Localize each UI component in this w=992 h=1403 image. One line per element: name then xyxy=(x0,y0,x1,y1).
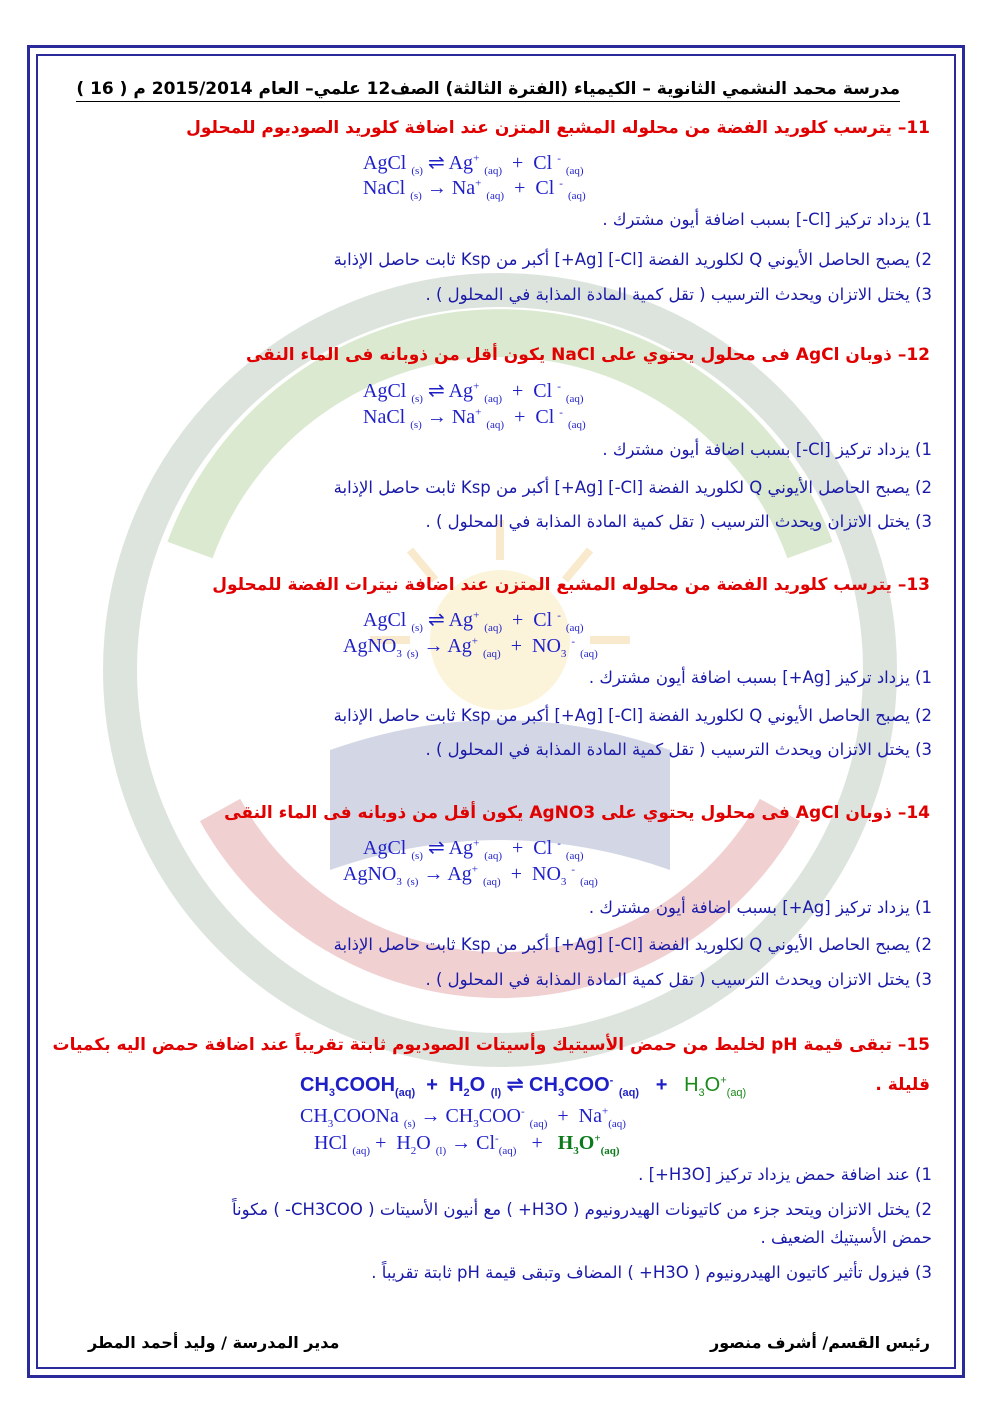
q15-point-3: 3) فيزول تأثير كاتيون الهيدرونيوم ( H3O+ ) المضاف وتبقى قيمة pH ثابتة تقريباً . xyxy=(371,1263,932,1282)
q12-equation-1: AgCl $_{(s)}$ ⇌ Ag+ $_{(aq)}$ + Cl - $_{(aq)}$ xyxy=(363,380,584,405)
q12-point-1: 1) يزداد تركيز [Cl-] بسبب اضافة أيون مشترك . xyxy=(602,440,932,459)
question-11-title: 11– يترسب كلوريد الفضة من محلوله المشبع المتزن عند اضافة كلوريد الصوديوم للمحلول xyxy=(186,118,930,138)
q11-point-2: 2) يصبح الحاصل الأيوني Q لكلوريد الفضة [Cl-] [Ag+] أكبر من Ksp ثابت حاصل الإذابة xyxy=(333,250,932,269)
q15-main-equation: $CH_3COOH_{(aq)} + H_2O$ $_{(l)}$ ⇌ $CH_3COO^-$ $_{(aq)} + H_3O^+_{(aq)}$ xyxy=(300,1074,747,1099)
q12-point-3: 3) يختل الاتزان ويحدث الترسيب ( تقل كمية المادة المذابة في المحلول ) . xyxy=(425,512,932,531)
q11-equation-1: AgCl $_{(s)}$ ⇌ Ag+ $_{(aq)}$ + Cl - $_{(aq)}$ xyxy=(363,152,584,177)
q15-equation-3: HCl $_{(aq)} + H_2O$ $_{(l)} \to Cl^-_{(aq)} + H_3O^+_{(aq)}$ xyxy=(314,1132,620,1157)
q15-point-1: 1) عند اضافة حمض يزداد تركيز [H3O+] . xyxy=(638,1165,932,1184)
q11-point-1: 1) يزداد تركيز [Cl-] بسبب اضافة أيون مشترك . xyxy=(602,210,932,229)
q15-point-2-line-1: 2) يختل الاتزان ويتحد جزء من كاتيونات الهيدرونيوم ( H3O+ ) مع أنيون الأسيتات ( CH3COO- ) مكوناً xyxy=(232,1200,932,1219)
question-12-title: 12– ذوبان AgCl فى محلول يحتوي على NaCl يكون أقل من ذوبانه فى الماء النقى xyxy=(245,345,930,365)
q13-equation-2: AgNO$_3$ $_{(s)}$ → Ag+ $_{(aq)} + NO_3$ - $_{(aq)}$ xyxy=(343,635,598,660)
question-14-title: 14– ذوبان AgCl فى محلول يحتوي على AgNO3 يكون أقل من ذوبانه فى الماء النقى xyxy=(224,803,930,823)
q14-point-2: 2) يصبح الحاصل الأيوني Q لكلوريد الفضة [Cl-] [Ag+] أكبر من Ksp ثابت حاصل الإذابة xyxy=(333,935,932,954)
question-13-title: 13– يترسب كلوريد الفضة من محلوله المشبع المتزن عند اضافة نيترات الفضة للمحلول xyxy=(212,575,930,595)
q15-point-2-line-2: حمض الأسيتيك الضعيف . xyxy=(760,1228,932,1247)
q14-point-1: 1) يزداد تركيز [Ag+] بسبب اضافة أيون مشترك . xyxy=(588,898,932,917)
question-15-title-line-1: 15– تبقى قيمة pH لخليط من حمض الأسيتيك وأسيتات الصوديوم ثابتة تقريباً عند اضافة حمض اليه بكميات xyxy=(52,1035,930,1055)
footer-school-principal: مدير المدرسة / وليد أحمد المطر xyxy=(88,1333,340,1352)
q12-equation-2: NaCl $_{(s)}$ → Na+ $_{(aq)}$ + Cl - $_{(aq)}$ xyxy=(363,406,586,431)
question-15-title-line-2: قليلة . xyxy=(875,1075,930,1095)
q13-point-3: 3) يختل الاتزان ويحدث الترسيب ( تقل كمية المادة المذابة في المحلول ) . xyxy=(425,740,932,759)
q13-equation-1: AgCl $_{(s)}$ ⇌ Ag+ $_{(aq)}$ + Cl - $_{(aq)}$ xyxy=(363,609,584,634)
q14-equation-2: AgNO$_3$ $_{(s)}$ → Ag+ $_{(aq)} + NO_3$ - $_{(aq)}$ xyxy=(343,863,598,888)
q12-point-2: 2) يصبح الحاصل الأيوني Q لكلوريد الفضة [Cl-] [Ag+] أكبر من Ksp ثابت حاصل الإذابة xyxy=(333,478,932,497)
q14-point-3: 3) يختل الاتزان ويحدث الترسيب ( تقل كمية المادة المذابة في المحلول ) . xyxy=(425,970,932,989)
footer-department-head: رئيس القسم/ أشرف منصور xyxy=(710,1333,930,1352)
page-header: مدرسة محمد النشمي الثانوية – الكيمياء (الفترة الثالثة) الصف12 علمي– العام 2015/2014 م ( 16 ) xyxy=(76,79,900,102)
q11-point-3: 3) يختل الاتزان ويحدث الترسيب ( تقل كمية المادة المذابة في المحلول ) . xyxy=(425,285,932,304)
q15-equation-2: $CH_3COONa$ $_{(s)} \to CH_3COO^-$ $_{(aq)} + Na^+_{(aq)}$ xyxy=(300,1105,626,1130)
q14-equation-1: AgCl $_{(s)}$ ⇌ Ag+ $_{(aq)}$ + Cl - $_{(aq)}$ xyxy=(363,837,584,862)
q13-point-2: 2) يصبح الحاصل الأيوني Q لكلوريد الفضة [Cl-] [Ag+] أكبر من Ksp ثابت حاصل الإذابة xyxy=(333,706,932,725)
q11-equation-2: NaCl $_{(s)}$ → Na+ $_{(aq)}$ + Cl - $_{(aq)}$ xyxy=(363,177,586,202)
q13-point-1: 1) يزداد تركيز [Ag+] بسبب اضافة أيون مشترك . xyxy=(588,668,932,687)
